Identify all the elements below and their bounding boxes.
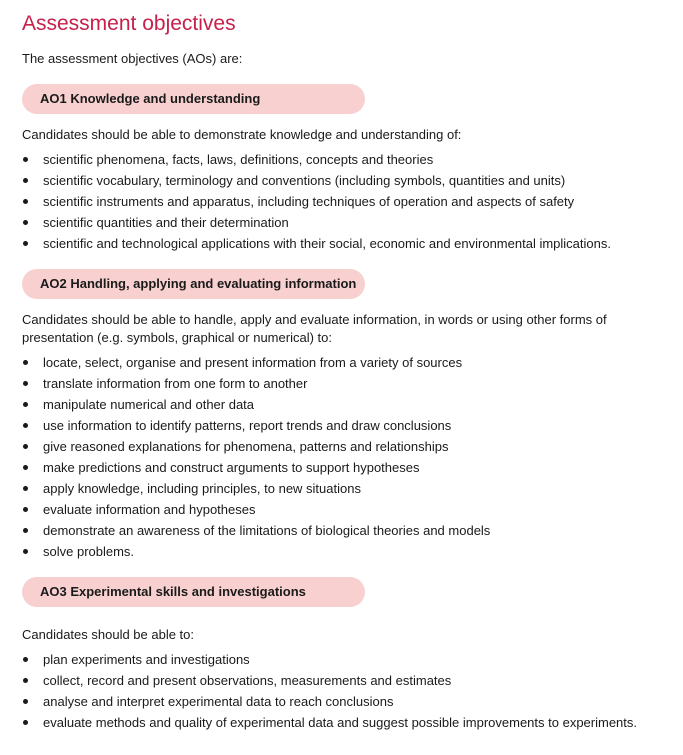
ao1-lead: Candidates should be able to demonstrate knowledge and understanding of:	[22, 127, 462, 142]
list-item: give reasoned explanations for phenomena, patterns and relationships	[22, 436, 672, 457]
list-item: solve problems.	[22, 541, 672, 562]
intro-text: The assessment objectives (AOs) are:	[22, 51, 243, 66]
list-item: scientific phenomena, facts, laws, definitions, concepts and theories	[22, 149, 672, 170]
list-item: scientific quantities and their determination	[22, 212, 672, 233]
list-item: manipulate numerical and other data	[22, 394, 672, 415]
list-item: scientific vocabulary, terminology and conventions (including symbols, quantities and units)	[22, 170, 672, 191]
ao2-list	[22, 352, 672, 562]
ao3-lead: Candidates should be able to:	[22, 627, 195, 642]
ao2-lead: Candidates should be able to handle, apply and evaluate information, in words or using other forms of presentation (e.g. symbols, graphical or numerical) to:	[22, 312, 607, 345]
ao1-list	[22, 149, 672, 254]
page-title: Assessment objectives	[22, 12, 236, 35]
list-item: analyse and interpret experimental data to reach conclusions	[22, 691, 672, 712]
list-item: translate information from one form to another	[22, 373, 672, 394]
ao2-heading: AO2 Handling, applying and evaluating information	[22, 269, 365, 299]
list-item: scientific and technological applications with their social, economic and environmental implications.	[22, 233, 672, 254]
list-item: demonstrate an awareness of the limitations of biological theories and models	[22, 520, 672, 541]
ao3-list	[22, 649, 672, 733]
list-item: plan experiments and investigations	[22, 649, 672, 670]
list-item: collect, record and present observations, measurements and estimates	[22, 670, 672, 691]
list-item: evaluate methods and quality of experimental data and suggest possible improvements to experiments.	[22, 712, 672, 733]
list-item: make predictions and construct arguments to support hypotheses	[22, 457, 672, 478]
ao3-heading: AO3 Experimental skills and investigations	[22, 577, 365, 607]
list-item: scientific instruments and apparatus, including techniques of operation and aspects of safety	[22, 191, 672, 212]
list-item: locate, select, organise and present information from a variety of sources	[22, 352, 672, 373]
list-item: evaluate information and hypotheses	[22, 499, 672, 520]
list-item: use information to identify patterns, report trends and draw conclusions	[22, 415, 672, 436]
ao1-heading: AO1 Knowledge and understanding	[22, 84, 365, 114]
list-item: apply knowledge, including principles, to new situations	[22, 478, 672, 499]
